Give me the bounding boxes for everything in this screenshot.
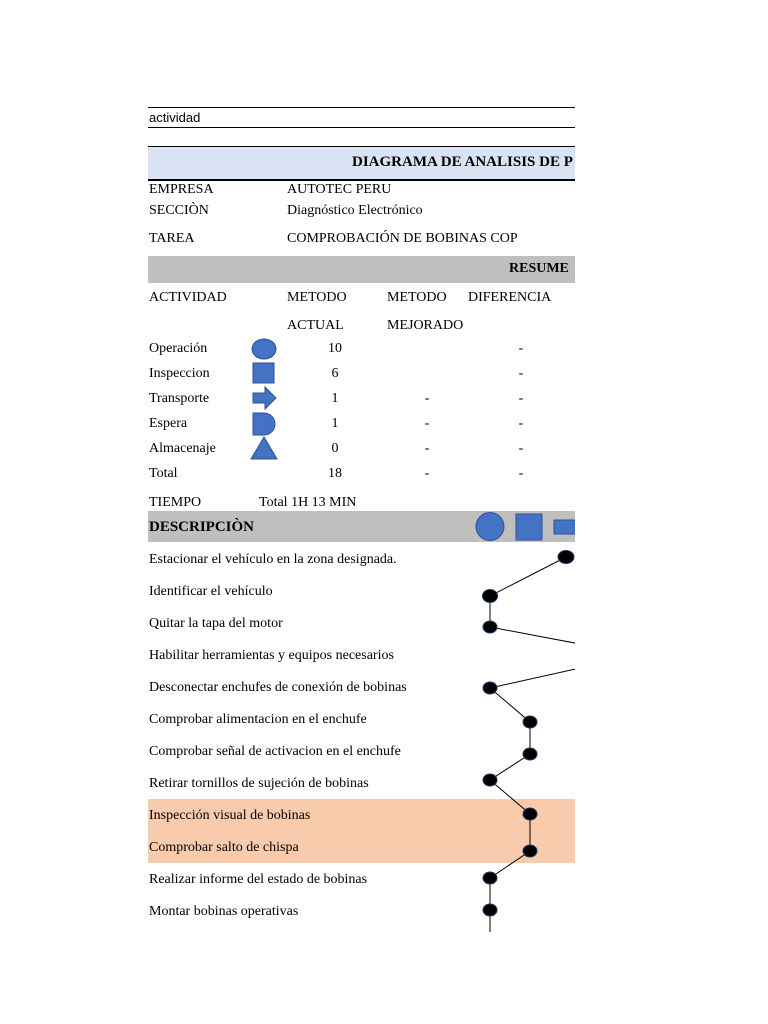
- storage-triangle-icon: [250, 436, 278, 460]
- top-label: actividad: [149, 110, 201, 125]
- summary-row-name: Transporte: [149, 391, 210, 406]
- summary-row-actual: 18: [328, 466, 342, 481]
- empresa-value: AUTOTEC PERU: [287, 182, 392, 197]
- summary-row-diferencia: -: [518, 366, 524, 381]
- inspection-column-square-icon: [516, 514, 542, 540]
- col-header-mejorado-1: METODO: [387, 290, 447, 305]
- step-row: Quitar la tapa del motor: [149, 616, 283, 631]
- summary-row-mejorado: -: [424, 441, 430, 456]
- transport-arrow-icon: [252, 386, 278, 410]
- flow-node: [483, 904, 497, 916]
- step-row: Desconectar enchufes de conexión de bobinas: [149, 680, 407, 695]
- step-row: Realizar informe del estado de bobinas: [149, 872, 368, 887]
- tarea-label: TAREA: [149, 231, 195, 246]
- summary-row-name: Total: [149, 466, 178, 481]
- step-row: Montar bobinas operativas: [149, 904, 299, 919]
- summary-row-diferencia: -: [518, 466, 524, 481]
- flow-node: [558, 551, 574, 564]
- summary-row-diferencia: -: [518, 441, 524, 456]
- empresa-label: EMPRESA: [149, 182, 214, 197]
- operation-column-circle-icon: [476, 513, 504, 541]
- top-border: [148, 107, 575, 108]
- inspection-square-icon: [252, 362, 276, 384]
- col-header-mejorado-2: MEJORADO: [387, 318, 464, 333]
- summary-row-actual: 1: [331, 416, 339, 431]
- step-row: Comprobar señal de activacion en el enchufe: [149, 744, 401, 759]
- descripcion-label: DESCRIPCIÒN: [149, 519, 255, 535]
- flow-node: [483, 621, 497, 633]
- flow-node: [483, 872, 497, 884]
- tiempo-label: TIEMPO: [149, 495, 202, 510]
- page-title: DIAGRAMA DE ANALISIS DE P: [352, 154, 573, 170]
- tarea-value: COMPROBACIÓN DE BOBINAS COP: [287, 231, 518, 246]
- step-row-highlighted: Inspección visual de bobinas: [149, 808, 311, 823]
- step-row: Estacionar el vehículo en la zona designada.: [149, 552, 397, 567]
- summary-row-actual: 1: [331, 391, 339, 406]
- col-header-actual-1: METODO: [287, 290, 347, 305]
- flow-node: [523, 716, 537, 728]
- flow-node: [483, 774, 497, 786]
- step-row: Habilitar herramientas y equipos necesarios: [149, 648, 394, 663]
- seccion-value: Diagnóstico Electrónico: [287, 203, 423, 218]
- summary-row-actual: 10: [328, 341, 342, 356]
- flow-node: [483, 682, 497, 694]
- summary-row-mejorado: -: [424, 466, 430, 481]
- flow-node: [523, 845, 537, 857]
- summary-row-actual: 0: [331, 441, 339, 456]
- delay-d-shape-icon: [252, 412, 278, 436]
- summary-row-diferencia: -: [518, 416, 524, 431]
- step-row: Comprobar alimentacion en el enchufe: [149, 712, 367, 727]
- transport-column-arrow-icon: [554, 520, 575, 534]
- summary-row-mejorado: -: [424, 391, 430, 406]
- step-row-highlighted: Comprobar salto de chispa: [149, 840, 299, 855]
- summary-row-name: Inspeccion: [149, 366, 210, 381]
- summary-row-name: Operación: [149, 341, 208, 356]
- summary-row-name: Espera: [149, 416, 188, 431]
- process-flow-diagram: [470, 540, 575, 935]
- col-header-actual-2: ACTUAL: [287, 318, 344, 333]
- column-symbols: [472, 511, 575, 542]
- step-row: Retirar tornillos de sujeción de bobinas: [149, 776, 369, 791]
- flow-node: [523, 748, 537, 760]
- col-header-actividad: ACTIVIDAD: [149, 290, 227, 305]
- resumen-label: RESUME: [509, 261, 569, 276]
- col-header-diferencia: DIFERENCIA: [468, 290, 552, 305]
- summary-row-mejorado: -: [424, 416, 430, 431]
- top-label-border: [148, 127, 575, 128]
- summary-row-actual: 6: [331, 366, 339, 381]
- flow-node: [483, 590, 498, 603]
- step-row: Identificar el vehículo: [149, 584, 273, 599]
- summary-row-diferencia: -: [518, 391, 524, 406]
- seccion-label: SECCIÒN: [149, 203, 209, 218]
- flow-line: [490, 557, 575, 644]
- title-bottom-border: [148, 179, 575, 181]
- summary-row-diferencia: -: [518, 341, 524, 356]
- flow-node: [523, 808, 537, 820]
- tiempo-value: Total 1H 13 MIN: [259, 495, 357, 510]
- flow-line: [490, 668, 575, 932]
- operation-circle-icon: [250, 338, 278, 360]
- summary-row-name: Almacenaje: [149, 441, 216, 456]
